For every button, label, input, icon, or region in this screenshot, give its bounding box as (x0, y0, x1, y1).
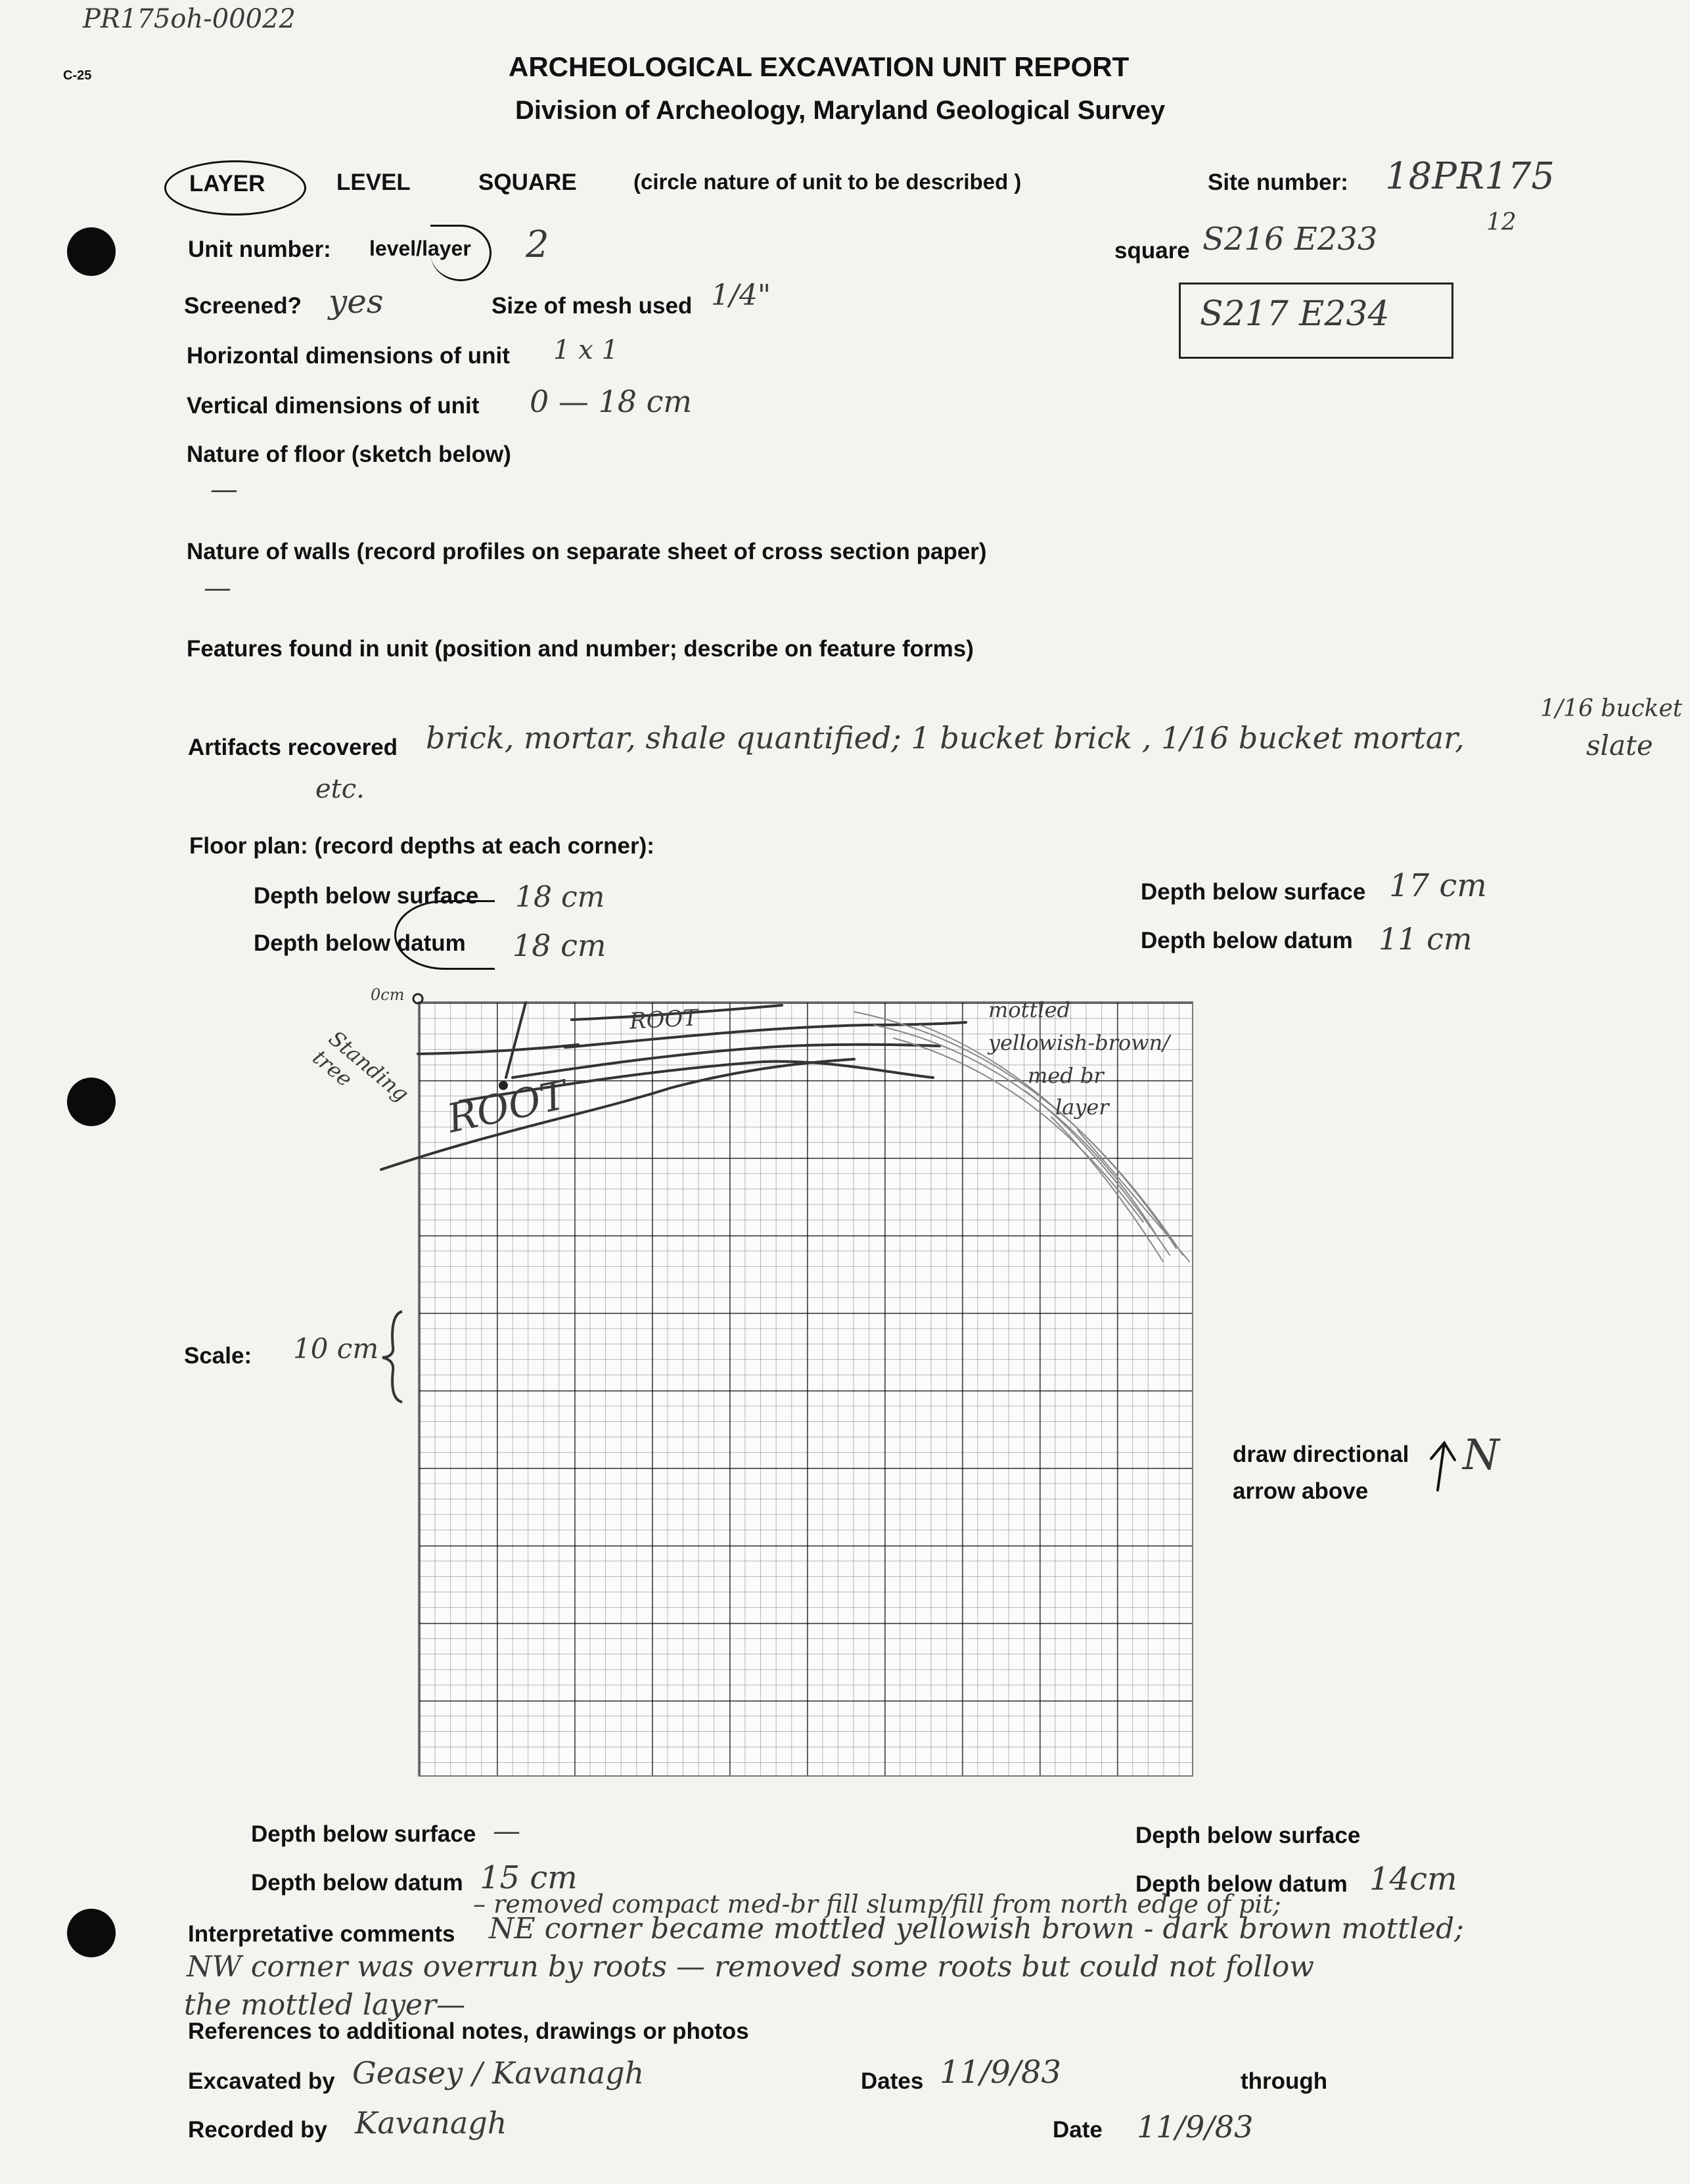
scale-bracket-icon (382, 1311, 402, 1402)
through-label: through (1241, 2068, 1328, 2094)
vertical-value[interactable]: 0 — 18 cm (530, 384, 693, 419)
artifacts-label: Artifacts recovered (188, 735, 398, 760)
walls-label: Nature of walls (record profiles on separate sheet of cross section paper) (187, 539, 987, 564)
walls-value[interactable]: — (204, 572, 231, 604)
bl-datum-label: Depth below datum (251, 1870, 463, 1896)
site-number-label: Site number: (1208, 170, 1348, 195)
floor-nature-value[interactable]: — (210, 473, 238, 505)
north-arrow-icon (1431, 1443, 1455, 1490)
screened-value[interactable]: yes (329, 283, 384, 321)
direction-north[interactable]: N (1463, 1431, 1499, 1480)
tr-surface-label: Depth below surface (1141, 879, 1366, 905)
tl-surface-label: Depth below surface (254, 883, 479, 909)
bl-datum-value[interactable]: 15 cm (480, 1859, 578, 1896)
tl-surface-value[interactable]: 18 cm (515, 880, 605, 914)
sketch-root-top: ROOT (629, 1005, 699, 1035)
recorded-label: Recorded by (188, 2117, 327, 2143)
artifacts-aside1[interactable]: 1/16 bucket (1540, 695, 1683, 722)
dates-label: Dates (861, 2068, 924, 2094)
comments-line1[interactable]: NE corner became mottled yellowish brown - dark brown mottled; (489, 1912, 1464, 1945)
square-label: square (1114, 238, 1190, 263)
square-boxed-value[interactable]: S217 E234 (1200, 294, 1390, 334)
square-superscript: 12 (1486, 209, 1517, 236)
root-line-3 (565, 1022, 966, 1047)
features-label: Features found in unit (position and number; describe on feature forms) (187, 636, 974, 662)
unit-type-layer[interactable]: LAYER (189, 171, 265, 196)
floor-nature-label: Nature of floor (sketch below) (187, 442, 511, 467)
standing-tree-stake (506, 1003, 526, 1078)
bl-surface-value[interactable]: — (493, 1815, 520, 1847)
form-subtitle: Division of Archeology, Maryland Geological Survey (515, 96, 1166, 125)
direction-line2: arrow above (1233, 1478, 1369, 1504)
artifacts-line2[interactable]: etc. (315, 774, 365, 804)
excavated-label: Excavated by (188, 2068, 335, 2094)
unit-type-instruction: (circle nature of unit to be described ) (633, 170, 1022, 194)
comments-label: Interpretative comments (188, 1921, 455, 1947)
mesh-label: Size of mesh used (491, 293, 693, 319)
sketch-mottled-3: med br (1028, 1063, 1104, 1088)
tr-datum-value[interactable]: 11 cm (1379, 921, 1473, 957)
comments-line0[interactable]: – removed compact med-br fill slump/fill from north edge of pit; (473, 1890, 1281, 1919)
artifacts-line1[interactable]: brick, mortar, shale quantified; 1 bucket brick , 1/16 bucket mortar, (426, 720, 1465, 756)
form-title: ARCHEOLOGICAL EXCAVATION UNIT REPORT (509, 51, 1130, 82)
references-label: References to additional notes, drawings or photos (188, 2018, 749, 2044)
vertical-label: Vertical dimensions of unit (187, 393, 480, 419)
root-line-4 (513, 1045, 940, 1078)
unit-number-sublabel: level/layer (369, 237, 471, 260)
horizontal-label: Horizontal dimensions of unit (187, 343, 510, 369)
unit-number-label: Unit number: (188, 237, 331, 262)
sketch-standing-tree: Standing tree (308, 1026, 414, 1107)
horizontal-value[interactable]: 1 x 1 (553, 335, 618, 365)
br-datum-label: Depth below datum (1135, 1871, 1348, 1897)
artifacts-aside2[interactable]: slate (1586, 729, 1653, 762)
tr-datum-label: Depth below datum (1141, 928, 1353, 953)
zero-point (413, 994, 422, 1003)
dates-value[interactable]: 11/9/83 (940, 2054, 1062, 2091)
br-surface-label: Depth below surface (1135, 1823, 1361, 1848)
tl-datum-value[interactable]: 18 cm (513, 928, 606, 963)
unit-type-level[interactable]: LEVEL (336, 170, 411, 195)
form-code: C-25 (63, 68, 92, 83)
br-datum-value[interactable]: 14cm (1369, 1861, 1457, 1898)
sketch-mottled-4: layer (1055, 1095, 1109, 1120)
sketch-zero-label: 0cm (371, 986, 405, 1004)
tr-surface-value[interactable]: 17 cm (1389, 867, 1487, 904)
unit-number-value[interactable]: 2 (526, 223, 549, 266)
sketch-mottled-2: yellowish-brown/ (988, 1030, 1170, 1055)
sketch-mottled-1: mottled (988, 997, 1070, 1022)
comments-line2[interactable]: NW corner was overrun by roots — removed some roots but could not follow (187, 1950, 1314, 1984)
date-value[interactable]: 11/9/83 (1137, 2109, 1254, 2145)
scale-label: Scale: (184, 1343, 252, 1369)
bl-surface-label: Depth below surface (251, 1821, 476, 1847)
square-value[interactable]: S216 E233 (1202, 221, 1378, 258)
direction-line1: draw directional (1233, 1442, 1409, 1467)
tl-datum-label: Depth below datum (254, 930, 466, 956)
sketch-root-main: ROOT (443, 1072, 571, 1143)
corner-id: PR175oh-00022 (83, 4, 296, 34)
floor-plan-label: Floor plan: (record depths at each corner): (189, 833, 654, 859)
excavated-value[interactable]: Geasey / Kavanagh (352, 2055, 645, 2091)
mesh-value[interactable]: 1/4" (711, 279, 771, 312)
root-line-1 (418, 1045, 578, 1054)
unit-type-square[interactable]: SQUARE (478, 170, 577, 195)
date-label: Date (1053, 2117, 1103, 2143)
site-number-value[interactable]: 18PR175 (1385, 155, 1555, 198)
scale-value[interactable]: 10 cm (293, 1332, 379, 1365)
recorded-value[interactable]: Kavanagh (355, 2105, 507, 2141)
comments-line3[interactable]: the mottled layer— (184, 1988, 466, 2022)
screened-label: Screened? (184, 293, 302, 319)
